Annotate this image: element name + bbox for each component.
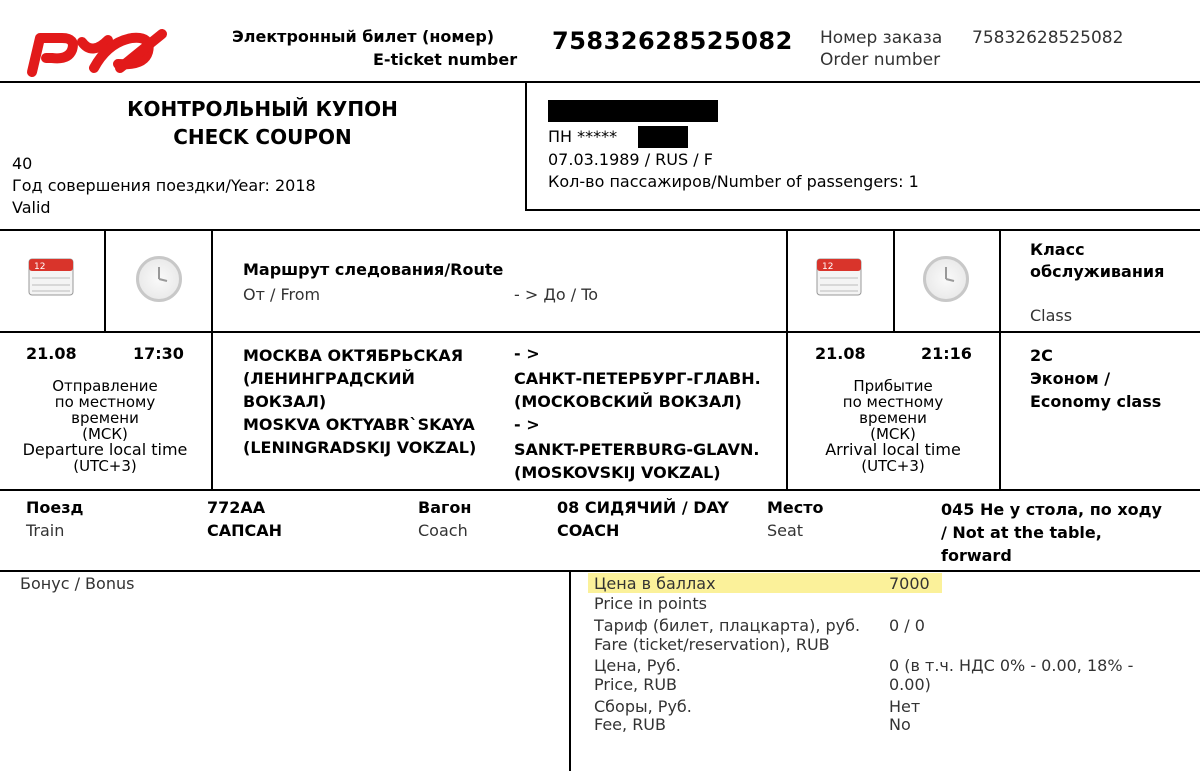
to-station-en: SANKT-PETERBURG-GLAVN. (MOSKOVSKIJ VOKZAL) [514,440,760,482]
price-label-ru: Цена, Руб. [594,656,681,675]
seat-label-ru: Место [767,498,824,517]
passenger-details: 07.03.1989 / RUS / F [548,150,713,169]
class-label-ru-1: Класс [1030,240,1085,259]
clock-icon [923,256,969,302]
seat-value: 045 Не у стола, по ходу / Not at the table, forward [941,500,1162,565]
from-label: От / From [243,285,321,304]
fee-label-en: Fee, RUB [594,715,666,734]
fare-label-en: Fare (ticket/reservation), RUB [594,635,830,654]
fare-label-ru: Тариф (билет, плацкарта), руб. [594,616,861,635]
eticket-label-en: E-ticket number [373,50,518,69]
coupon-title-en: CHECK COUPON [173,125,352,149]
coach-value-1: 08 СИДЯЧИЙ / DAY [557,498,729,517]
arrival-time: 21:16 [921,344,972,363]
eticket-label-ru: Электронный билет (номер) [232,27,495,46]
seat-label-en: Seat [767,521,804,540]
from-station: МОСКВА ОКТЯБРЬСКАЯ (ЛЕНИНГРАДСКИЙ ВОКЗАЛ) MOSKVA OKTYABR`SKAYA (LENINGRADSKIJ VOKZAL) [243,346,477,457]
price-value-1: 0 (в т.ч. НДС 0% - 0.00, 18% - [889,656,1134,675]
fare-value: 0 / 0 [889,616,925,635]
route-arrow-2: - > [514,415,540,434]
price-value-2: 0.00) [889,675,931,694]
departure-note: Отправление по местному времени (МСК) Departure local time (UTC+3) [22,377,188,475]
coach-label-ru: Вагон [418,498,472,517]
points-value: 7000 [889,574,930,593]
calendar-icon [816,256,862,296]
coach-label-en: Coach [418,521,468,540]
fee-value-ru: Нет [889,697,921,716]
passenger-count: Кол-во пассажиров/Number of passengers: 1 [548,172,919,191]
route-label: Маршрут следования/Route [243,260,504,279]
fee-value-en: No [889,715,911,734]
train-label-ru: Поезд [26,498,84,517]
to-station-ru: САНКТ-ПЕТЕРБУРГ-ГЛАВН. (МОСКОВСКИЙ ВОКЗАЛ) [514,369,761,411]
coupon-code: 40 [12,154,33,173]
fee-label-ru: Сборы, Руб. [594,697,692,716]
order-number: 75832628525082 [972,28,1124,48]
svg-text:12: 12 [34,262,46,272]
valid-label: Valid [12,198,51,217]
svg-text:12: 12 [822,262,834,272]
train-label-en: Train [26,521,65,540]
train-number: 772АА [207,498,266,517]
departure-time: 17:30 [133,344,184,363]
passport-line: ПН ***** [548,127,618,146]
trip-year: Год совершения поездки/Year: 2018 [12,176,316,195]
points-label-ru: Цена в баллах [594,574,716,593]
eticket-number: 75832628525082 [552,27,793,55]
rzd-logo [20,20,170,80]
redacted-passenger-name [548,100,718,122]
class-label-en: Class [1030,306,1073,325]
order-label-en: Order number [820,50,941,70]
calendar-icon [28,256,74,296]
service-class: 2С Эконом / Economy class [1030,346,1162,411]
route-arrow-1: - > [514,344,540,363]
bonus-label: Бонус / Bonus [20,574,135,593]
train-name: САПСАН [207,521,283,540]
order-label-ru: Номер заказа [820,28,943,48]
arrival-note: Прибытие по местному времени (МСК) Arrival local time (UTC+3) [825,377,961,475]
class-label-ru-2: обслуживания [1030,262,1165,281]
coupon-title-ru: КОНТРОЛЬНЫЙ КУПОН [127,97,398,121]
to-label: - > До / To [514,285,599,304]
departure-date: 21.08 [26,344,77,363]
clock-icon [136,256,182,302]
points-label-en: Price in points [594,594,707,613]
arrival-date: 21.08 [815,344,866,363]
redacted-passport-number [638,126,688,148]
coach-value-2: COACH [557,521,620,540]
price-label-en: Price, RUB [594,675,678,694]
